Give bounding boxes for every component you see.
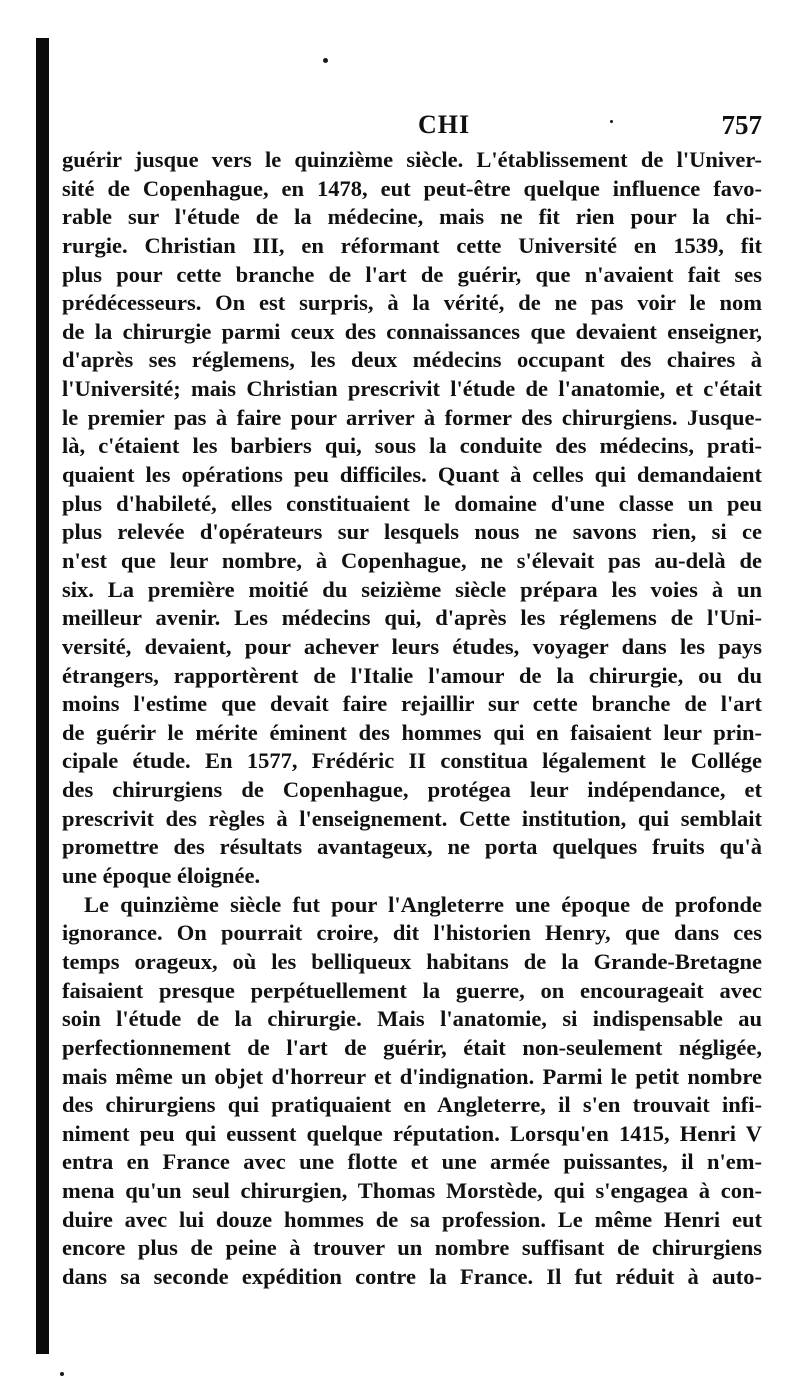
paragraph	[62, 146, 762, 891]
text-line: étrangers, rapportèrent de l'Italie l'amour de la chirurgie, ou du	[62, 662, 762, 688]
scan-speck	[323, 58, 328, 63]
text-line: de guérir le mérite éminent des hommes qui en faisaient leur prin-	[62, 719, 762, 745]
text-line: promettre des résultats avantageux, ne porta quelques fruits qu'à	[62, 834, 762, 860]
text-line: prédécesseurs. On est surpris, à la vérité, de ne pas voir le nom	[62, 290, 762, 316]
text-line: meilleur avenir. Les médecins qui, d'après les réglemens de l'Uni-	[62, 605, 762, 631]
text-line: plus d'habileté, elles constituaient le domaine d'une classe un peu	[62, 490, 762, 516]
text-line: cipale étude. En 1577, Frédéric II constitua légalement le Collége	[62, 748, 762, 774]
text-line: dans sa seconde expédition contre la France. Il fut réduit à auto-	[62, 1263, 762, 1289]
text-line: plus relevée d'opérateurs sur lesquels nous ne savons rien, si ce	[62, 519, 762, 545]
text-line: faisaient presque perpétuellement la guerre, on encourageait avec	[62, 977, 762, 1003]
text-line: une époque éloignée.	[62, 863, 261, 889]
text-line: le premier pas à faire pour arriver à former des chirurgiens. Jusque-	[62, 404, 762, 430]
scan-page-edge	[36, 38, 49, 1354]
text-line: là, c'étaient les barbiers qui, sous la conduite des médecins, prati-	[62, 433, 762, 459]
text-line: duire avec lui douze hommes de sa profession. Le même Henri eut	[62, 1206, 762, 1232]
text-line: Le quinzième siècle fut pour l'Angleterre une époque de profonde	[84, 891, 762, 917]
text-line: guérir jusque vers le quinzième siècle. L'établissement de l'Univer-	[62, 147, 762, 172]
text-line: mena qu'un seul chirurgien, Thomas Morstède, qui s'engagea à con-	[62, 1178, 762, 1204]
text-line: niment peu qui eussent quelque réputation. Lorsqu'en 1415, Henri V	[62, 1120, 762, 1146]
scan-speck	[60, 1372, 64, 1376]
text-line: perfectionnement de l'art de guérir, était non-seulement négligée,	[62, 1034, 762, 1060]
text-line: six. La première moitié du seizième siècle prépara les voies à un	[62, 576, 762, 602]
text-line: des chirurgiens qui pratiquaient en Angleterre, il s'en trouvait infi-	[62, 1092, 762, 1118]
page-number: 757	[721, 110, 762, 140]
paragraph	[62, 891, 762, 1292]
text-line: entra en France avec une flotte et une armée puissantes, il n'em-	[62, 1149, 762, 1175]
text-line: moins l'estime que devait faire rejaillir sur cette branche de l'art	[62, 691, 762, 717]
running-head: CHI	[418, 110, 471, 139]
text-line: mais même un objet d'horreur et d'indignation. Parmi le petit nombre	[62, 1063, 762, 1089]
text-line: soin l'étude de la chirurgie. Mais l'anatomie, si indispensable au	[62, 1006, 762, 1032]
text-line: ignorance. On pourrait croire, dit l'historien Henry, que dans ces	[62, 920, 762, 946]
text-line: des chirurgiens de Copenhague, protégea leur indépendance, et	[62, 777, 762, 803]
text-line: de la chirurgie parmi ceux des connaissances que devaient enseigner,	[62, 318, 762, 344]
text-line: temps orageux, où les belliqueux habitans de la Grande-Bretagne	[62, 948, 762, 974]
text-line: versité, devaient, pour achever leurs études, voyager dans les pays	[62, 633, 762, 659]
page-header	[62, 110, 762, 144]
text-line: plus pour cette branche de l'art de guérir, que n'avaient fait ses	[62, 261, 762, 287]
text-line: sité de Copenhague, en 1478, eut peut-être quelque influence favo-	[62, 175, 762, 201]
text-line: prescrivit des règles à l'enseignement. Cette institution, qui semblait	[62, 805, 762, 831]
text-line: quaient les opérations peu difficiles. Quant à celles qui demandaient	[62, 462, 762, 488]
text-line: rable sur l'étude de la médecine, mais ne fit rien pour la chi-	[62, 204, 762, 230]
text-line: encore plus de peine à trouver un nombre suffisant de chirurgiens	[62, 1235, 762, 1261]
text-line: n'est que leur nombre, à Copenhague, ne s'élevait pas au-delà de	[62, 547, 762, 573]
text-line: d'après ses réglemens, les deux médecins occupant des chaires à	[62, 347, 762, 373]
text-line: l'Université; mais Christian prescrivit l'étude de l'anatomie, et c'était	[62, 376, 762, 402]
text-line: rurgie. Christian III, en réformant cette Université en 1539, fit	[62, 232, 762, 258]
body-text	[62, 146, 762, 1292]
